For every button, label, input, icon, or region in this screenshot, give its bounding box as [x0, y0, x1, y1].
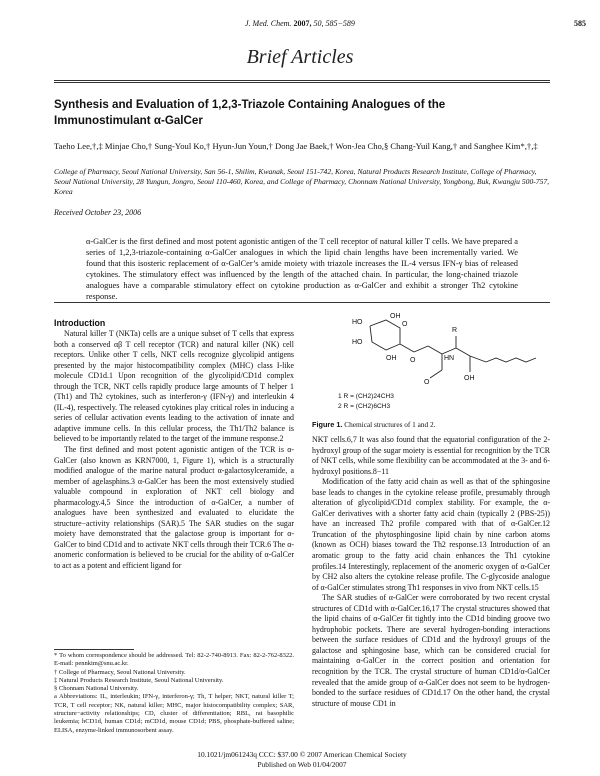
- doi-line: 10.1021/jm061243q CCC: $37.00 © 2007 American Chemical Society: [197, 750, 407, 759]
- abstract: α-GalCer is the first defined and most potent agonistic antigen of the T cell receptor of natural killer T cells. We have prepared a series of 1,2,3-triazole-containing α-GalCer analogues in which the lipid chain lengths have been incrementally varied. We found that this isosteric replacement of α-GalCer’s amide moiety with triazole increases the IL-4 versus IFN-γ bias of released cytokines. The stimulatory effect was influenced by the length of the attached chain. In particular, the long-chained triazole analogues have a comparable stimulatory effect on cytokine production as α-GalCer and exhibit a stronger Th2 cytokine response.: [86, 237, 518, 302]
- footnote-affil-2: ‡ Natural Products Research Institute, Seoul National University.: [54, 676, 224, 684]
- figure-caption-label: Figure 1.: [312, 420, 343, 429]
- figure-caption-text: Chemical structures of 1 and 2.: [344, 420, 436, 429]
- sugar-ring: [370, 320, 400, 350]
- section-rule: [54, 80, 550, 81]
- intro-paragraph: NKT cells.6,7 It was also found that the equatorial configuration of the 2-hydroxyl group of the sugar moiety is essential for recognition by the TCR of NKT cells, while some flexibility can be accommodated at the 3- and 6-hydroxyl positions.8−11: [312, 435, 550, 476]
- intro-paragraph: The first defined and most potent agonistic antigen of the TCR is α-GalCer (also known as KRN7000, 1, Figure 1), which is a structurally modified analogue of the marine natural product α-galactosylceramide, a member of agelasphins.3 α-GalCer has been the most extensively studied valuable compound in exploration of NKT cell biology and pharmacology.4,5 Since the introduction of α-GalCer, a number of analogues have been synthesized and evaluated to elucidate the structure−activity relationships (SAR).5 The SAR studies on the sugar moiety have demonstrated that the galactose group is important for α-GalCer to bind CD1d and to activate NKT cells through their TCR.6 The α-anomeric conformation is believed to be crucial for the ability of α-GalCer to act as a potent and efficient ligand for: [54, 445, 294, 571]
- atom-label: OH: [386, 355, 397, 362]
- atom-label: HO: [352, 339, 363, 346]
- atom-label: O: [410, 357, 416, 364]
- atom-label: HO: [352, 319, 363, 326]
- atom-label: OH: [464, 375, 475, 382]
- intro-paragraph: Natural killer T (NKTa) cells are a unique subset of T cells that express both a conserved αβ T cell receptor (TCR) and natural killer (NK) cell receptors. Unlike other T cells, NKT cells recognize glycolipid antigens presented by the major histocompatibility complex (MHC) class I-like molecule CD1d.1 Upon recognition of the glycolipid/CD1d complex through the TCR, NKT cells rapidly produce large amounts of T helper 1 (Th1) and Th2 cytokines, such as interferon-γ (IFN-γ) and interleukin 4 (IL-4), respectively. The released cytokines play critical roles in inducing a series of cellular activation events leading to the activation of innate and adaptive immune cells. In this cellular process, the Th1/Th2 balance is believed to be importantly related to the target of the immune response.2: [54, 329, 294, 444]
- footnote-affil-3: § Chonnam National University.: [54, 685, 139, 693]
- journal-name: J. Med. Chem.: [245, 19, 292, 28]
- compound-2-label: 2 R = (CH2)6CH3: [338, 403, 391, 410]
- left-column: [54, 329, 294, 619]
- footnote-abbreviations: a Abbreviations: IL, interleukin; IFN-γ, interferon-γ; Th, T helper; NKT, natural killer T; TCR, T cell receptor; NK, natural killer; MHC, major histocompatibility complex; SAR, structure−activity relationships; CD, cluster of differentiation; RBL, rat basophilic leukemia; hCD1d, human CD1d; mCD1d, mouse CD1d; PBS, phosphate-buffered saline; ELISA, enzyme-linked immunosorbent assay.: [54, 693, 294, 734]
- footnotes: [54, 652, 294, 735]
- atom-label: R: [452, 327, 458, 334]
- chemical-structure-figure: [330, 312, 540, 416]
- journal-year: 2007,: [293, 19, 312, 28]
- section-title: Brief Articles: [246, 46, 354, 68]
- atom-label: O: [402, 321, 408, 328]
- section-rule-double: [54, 82, 550, 83]
- right-column: [312, 435, 550, 770]
- footnote-correspondence: * To whom correspondence should be addressed. Tel: 82-2-740-8913. Fax: 82-2-762-8322. E-mail: pennkim@snu.ac.kr.: [54, 652, 294, 668]
- atom-label: HN: [444, 355, 455, 362]
- affiliations: College of Pharmacy, Seoul National University, San 56-1, Shilim, Kwanak, Seoul 151-742, Korea, Natural Products Research Institute, College of Pharmacy, Seoul National University, 28 Yungun, Jongro, Seoul 110-460, Korea, and College of Pharmacy, Chonnam National University, Yongbong, Buk, Kwangju 500-757, Korea: [54, 167, 550, 197]
- figure-caption: [312, 420, 435, 429]
- running-header: [245, 19, 355, 28]
- intro-heading: Introduction: [54, 318, 106, 328]
- abstract-rule: [54, 302, 550, 303]
- received-date: Received October 23, 2006: [54, 208, 142, 217]
- volume-pages: 50, 585−589: [313, 19, 355, 28]
- compound-1-label: 1 R = (CH2)24CH3: [338, 393, 394, 400]
- article-title: Synthesis and Evaluation of 1,2,3-Triazole Containing Analogues of the Immunostimulant α-GalCer: [54, 98, 446, 127]
- intro-paragraph: The SAR studies of α-GalCer were corroborated by two recent crystal structures of CD1d with α-GalCer.16,17 The crystal structures showed that the lipid chains of α-GalCer fit tightly into the CD1d binding groove two hydrophobic pockets. There are several hydrogen-bonding interactions between the surface residues of CD1d and the hydroxyl groups of the galactose and sphingosine base, which can be considered crucial for maintaining α-GalCer in the correct position and orientation for recognition by the TCR. The crystal structure of human CD1d/α-GalCer revealed that the amide group of α-GalCer does not seem to be hydrogen-bonded to the surface residues of CD1d.17 On the other hand, the crystal structure of mouse CD1 in: [312, 593, 550, 708]
- footnote-rule: [54, 649, 134, 650]
- atom-label: OH: [390, 313, 401, 320]
- atom-label: O: [424, 379, 430, 386]
- footnote-affil-1: † College of Pharmacy, Seoul National University.: [54, 668, 186, 676]
- author-list: Taeho Lee,†,‡ Minjae Cho,† Sung-Youl Ko,† Hyun-Jun Youn,† Dong Jae Baek,† Won-Jea Cho,§ Chang-Yuil Kang,† and Sanghee Kim*,†,‡: [54, 141, 538, 151]
- intro-paragraph: Modification of the fatty acid chain as well as that of the sphingosine base leads to changes in the cytokine release profile, presumably through alteration of glycolipid/CD1d complex stability. For example, the α-GalCer derivatives with a shorter fatty acid chain (typically 2 (PBS-25)) have an increased Th2 profile compared with that of α-GalCer.12 Truncation of the phytosphingosine lipid chain by nine carbon atoms (known as OCH) biases toward the Th2 response.13 Introduction of an aromatic group to the fatty acid chain enhances the Th1 cytokine profiles.14 Interestingly, replacement of the anomeric oxygen of α-GalCer by CH2 also alters the cytokine release profile. The C-glycoside analogue of α-GalCer stimulates strong Th1 responses in vivo from NKT cells.15: [312, 477, 550, 592]
- page-number: 585: [574, 19, 586, 28]
- published-date: Published on Web 01/04/2007: [257, 760, 347, 769]
